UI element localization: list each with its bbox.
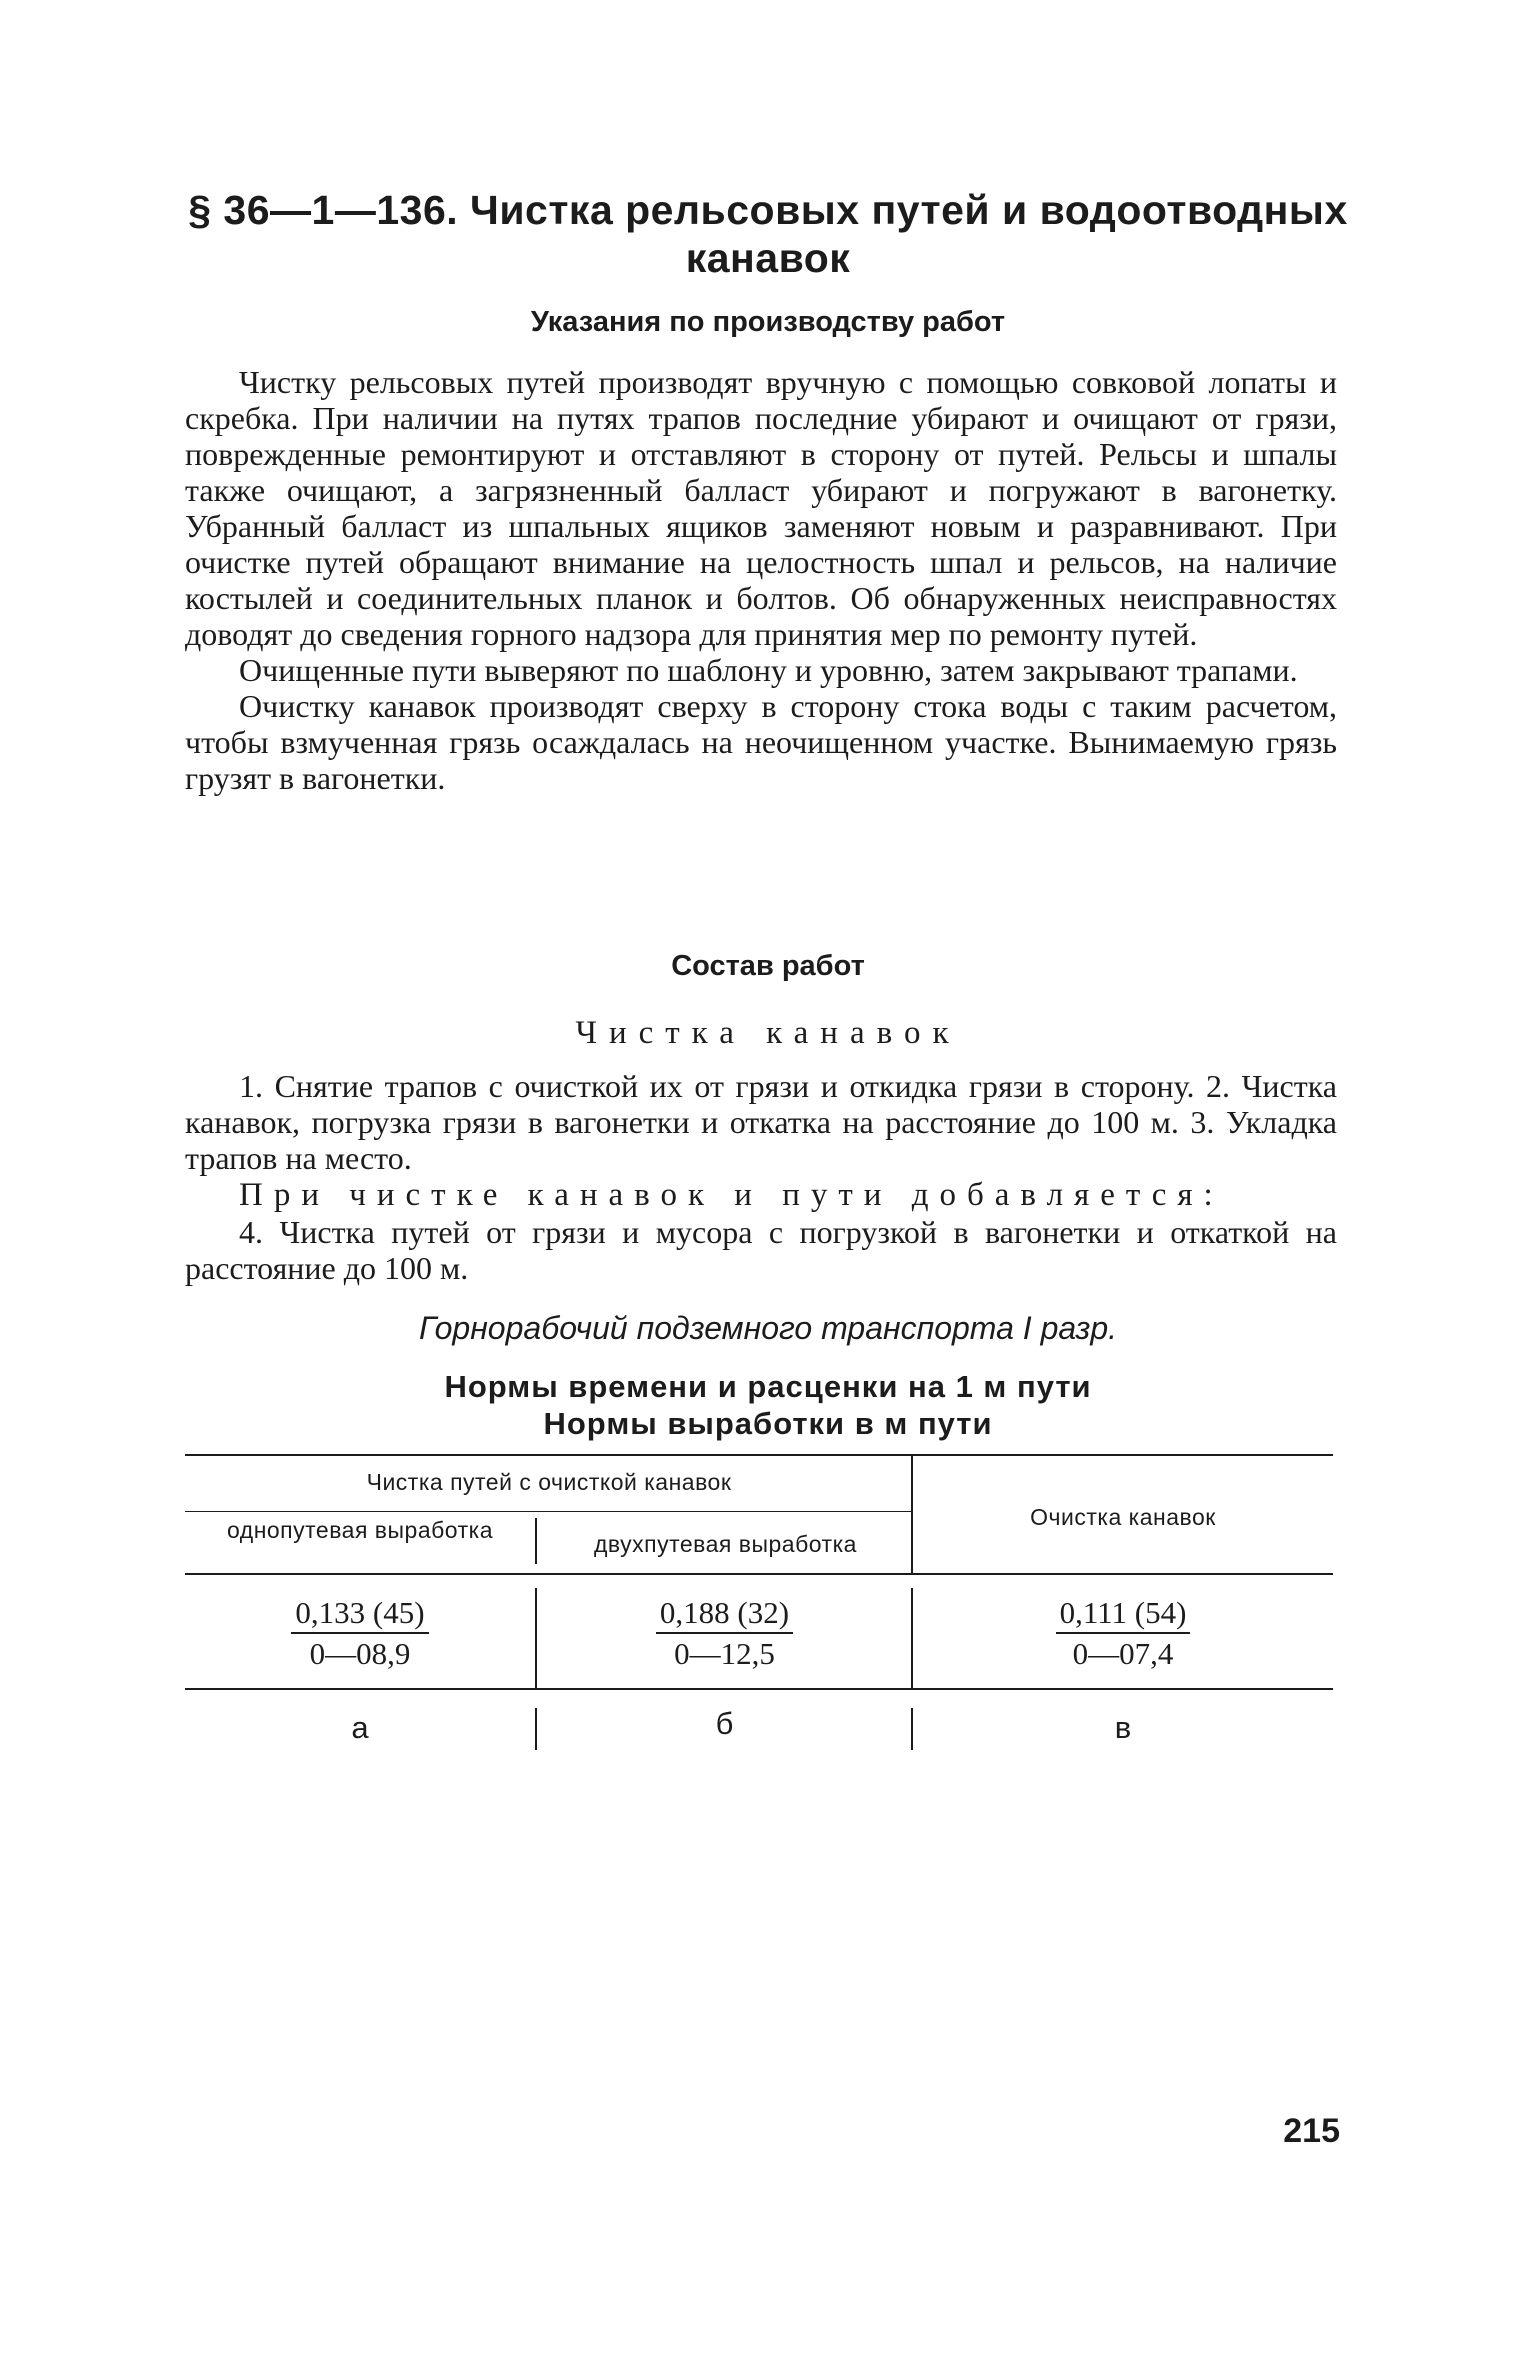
col-header-single: однопутевая выработка bbox=[226, 1517, 493, 1543]
header-divider-1 bbox=[535, 1518, 537, 1564]
header-bottom-rule bbox=[185, 1573, 1333, 1575]
group-header: Чистка путей с очисткой канавок bbox=[366, 1469, 732, 1495]
column-letter-a: а bbox=[351, 1710, 369, 1745]
header-divider-2 bbox=[911, 1456, 913, 1573]
page-number: 215 bbox=[1283, 2112, 1340, 2150]
ditch-cleaning-steps bbox=[185, 1068, 1337, 1286]
instructions-body bbox=[185, 364, 1337, 796]
instructions-paragraph-1: Чистку рельсовых путей производят вручную с помощью совковой лопаты и скребка. При наличии на путях трапов последние убирают и очищают от грязи, поврежденные ремонтируют и отставляют в сторону от путей. Рельсы и шпалы также очищают, а загрязненный балласт убирают и погружают в вагонетку. Убранный балласт из шпальных ящиков заменяют новым и разравнивают. При очистке путей обращают внимание на целостность шпал и рельсов, на наличие костылей и соединительных планок и болтов. Об обнаруженных неисправностях доводят до сведения горного надзора для принятия мер по ремонту путей. bbox=[185, 364, 1337, 652]
column-letter-c: в bbox=[1114, 1710, 1132, 1745]
value-a-time: 0,133 (45) bbox=[291, 1596, 428, 1634]
composition-heading: Состав работ bbox=[671, 950, 865, 982]
value-cell-a bbox=[185, 1596, 535, 1671]
norms-line-1: Нормы времени и расценки на 1 м пути bbox=[444, 1369, 1092, 1404]
section-title-line1: § 36—1—136. Чистка рельсовых путей и водоотводных bbox=[188, 187, 1348, 233]
instructions-paragraph-2: Очищенные пути выверяют по шаблону и уровню, затем закрывают трапами. bbox=[239, 652, 1298, 688]
value-b-rate: 0—12,5 bbox=[674, 1636, 775, 1671]
instructions-paragraph-3: Очистку канавок производят сверху в сторону стока воды с таким расчетом, чтобы взмученная грязь осаждалась на неочищенном участке. Вынимаемую грязь грузят в вагонетки. bbox=[185, 688, 1337, 796]
value-cell-b bbox=[538, 1596, 911, 1671]
value-a-rate: 0—08,9 bbox=[309, 1636, 411, 1671]
section-title-line2: канавок bbox=[685, 235, 851, 281]
value-c-rate: 0—07,4 bbox=[1072, 1636, 1174, 1671]
table-bottom-rule bbox=[185, 1688, 1333, 1690]
value-b-time: 0,188 (32) bbox=[656, 1596, 793, 1634]
col-header-double: двухпутевая выработка bbox=[594, 1531, 857, 1557]
column-letter-b: б bbox=[715, 1706, 734, 1741]
table-top-rule bbox=[185, 1454, 1333, 1456]
letter-divider-2 bbox=[911, 1708, 913, 1750]
value-cell-c bbox=[913, 1596, 1333, 1671]
instructions-heading: Указания по производству работ bbox=[530, 306, 1006, 338]
body-divider-1 bbox=[535, 1588, 537, 1688]
group-header-rule bbox=[185, 1511, 913, 1512]
letter-divider-1 bbox=[535, 1708, 537, 1750]
norms-line-2: Нормы выработки в м пути bbox=[543, 1406, 993, 1441]
ditch-cleaning-text: 1. Снятие трапов с очисткой их от грязи и откидка грязи в сторону. 2. Чистка канавок, погрузка грязи в вагонетки и откатка на расстояние до 100 м. 3. Укладка трапов на место. bbox=[185, 1068, 1337, 1176]
norms-heading bbox=[0, 1368, 1536, 1442]
ditch-cleaning-heading: Чистка канавок bbox=[575, 1015, 961, 1051]
additional-text: 4. Чистка путей от грязи и мусора с погрузкой в вагонетки и откаткой на расстояние до 100 м. bbox=[185, 1214, 1337, 1286]
body-divider-2 bbox=[911, 1588, 913, 1688]
col-header-ditch: Очистка канавок bbox=[1030, 1504, 1216, 1530]
value-c-time: 0,111 (54) bbox=[1056, 1596, 1191, 1634]
section-title bbox=[0, 186, 1536, 282]
worker-category: Горнорабочий подземного транспорта I разр. bbox=[418, 1310, 1118, 1346]
additional-heading: При чистке канавок и пути добавляется: bbox=[239, 1177, 1224, 1213]
